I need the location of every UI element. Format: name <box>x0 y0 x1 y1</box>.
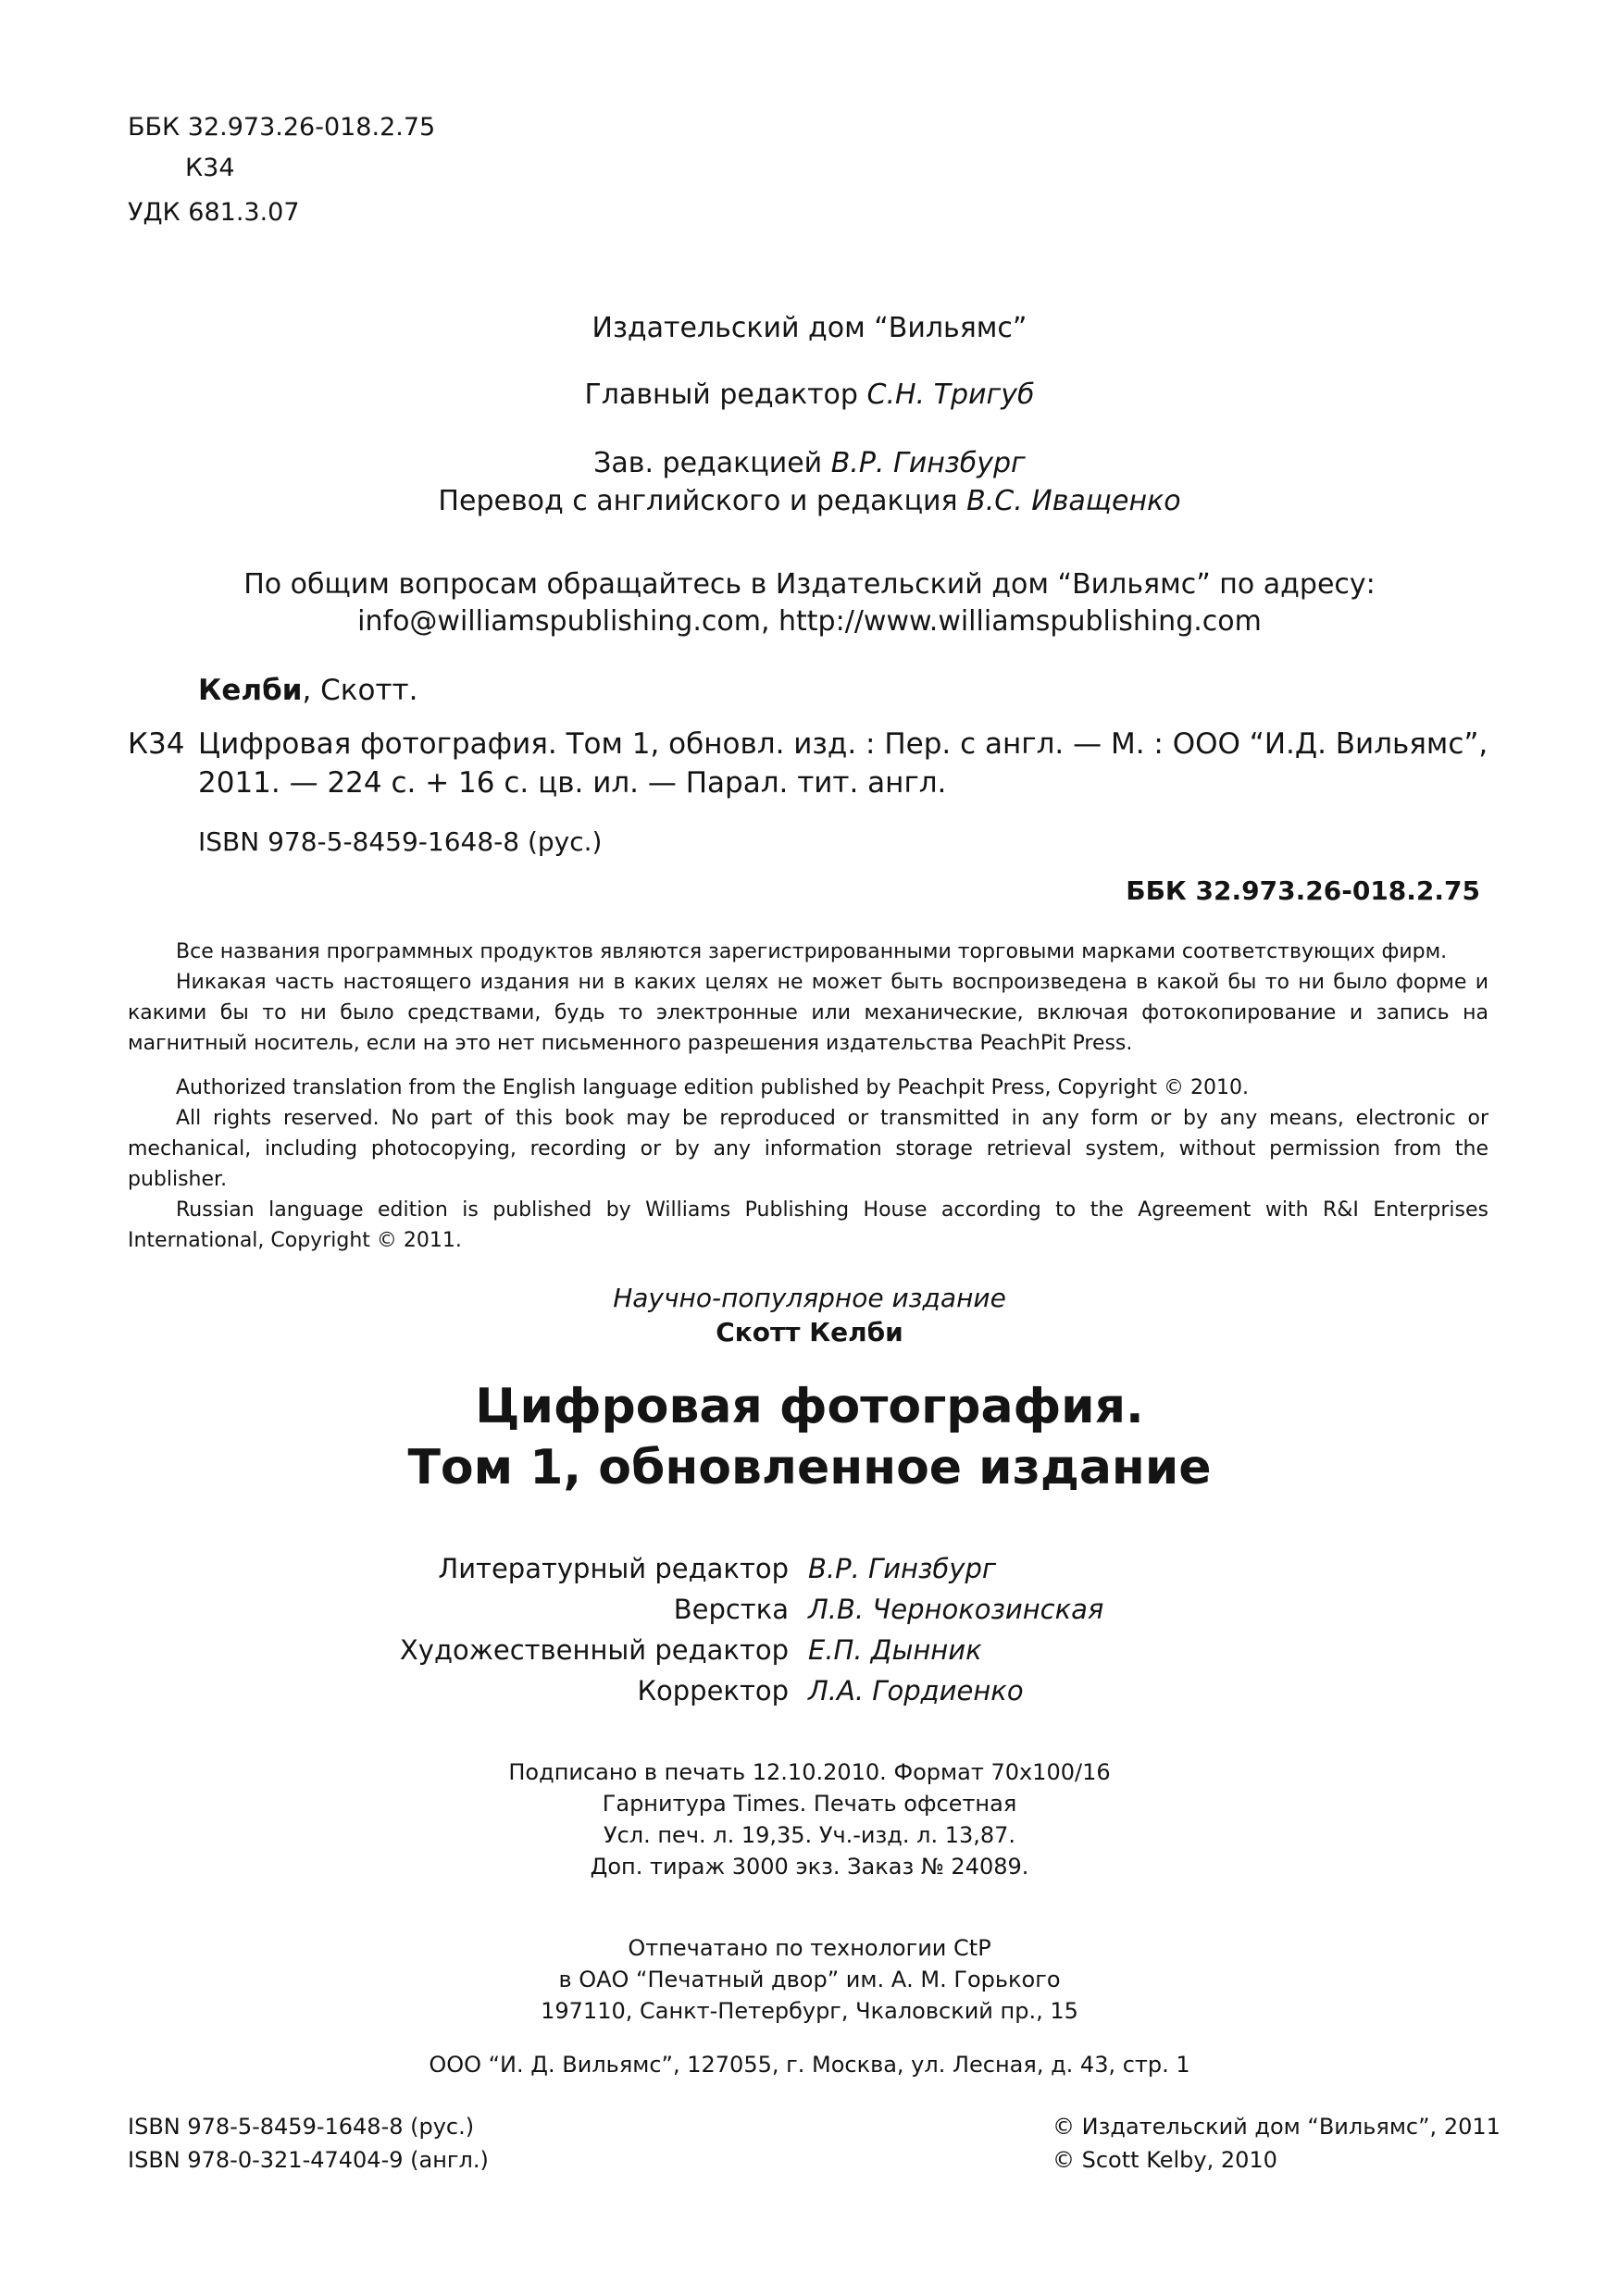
staff-role: Корректор <box>637 1675 789 1706</box>
citation-author-given: , Скотт. <box>302 674 418 707</box>
printer-name: в ОАО “Печатный двор” им. А. М. Горького <box>558 1967 1061 1992</box>
staff-row <box>0 1675 1619 1712</box>
imprint-typeface: Гарнитура Times. Печать офсетная <box>602 1791 1017 1817</box>
contact-urls: info@williamspublishing.com, http://www.williamspublishing.com <box>357 605 1262 638</box>
author-mark-top: К34 <box>185 154 235 182</box>
printer-block <box>0 1932 1619 2027</box>
book-genre: Научно-популярное издание <box>613 1283 1006 1313</box>
footer-copyright-block <box>1052 2110 1501 2177</box>
head-editor-name: В.Р. Гинзбург <box>830 447 1026 479</box>
citation-line-2: 2011. — 224 с. + 16 с. цв. ил. — Парал. тит. англ. <box>198 766 947 800</box>
staff-row <box>0 1634 1619 1671</box>
footer-isbn-block <box>128 2110 489 2177</box>
staff-name: Е.П. Дынник <box>808 1634 982 1666</box>
printer-address: 197110, Санкт-Петербург, Чкаловский пр., 15 <box>541 1998 1078 2024</box>
staff-role: Литературный редактор <box>438 1553 789 1584</box>
imprint-signed-format: Подписано в печать 12.10.2010. Формат 70x100/16 <box>508 1759 1111 1785</box>
citation-isbn: ISBN 978-5-8459-1648-8 (рус.) <box>198 826 603 857</box>
notice-en-russian-edition: Russian language edition is published by Williams Publishing House according to the Agreement with R&I Enterprises International, Copyright © 2011. <box>128 1198 1488 1252</box>
notice-en-authorized: Authorized translation from the English language edition published by Peachpit Press, Copyright © 2010. <box>176 1076 1249 1099</box>
printer-technology: Отпечатано по технологии CtP <box>628 1935 991 1961</box>
head-editor-label: Зав. редакцией <box>593 447 823 479</box>
staff-row <box>0 1553 1619 1590</box>
footer-copyright-en: © Scott Kelby, 2010 <box>1052 2147 1277 2173</box>
book-author: Скотт Келби <box>716 1317 903 1347</box>
staff-name: Л.В. Чернокозинская <box>808 1594 1104 1625</box>
translation-name: В.С. Иващенко <box>966 485 1181 517</box>
notice-ru-rights: Никакая часть настоящего издания ни в каких целях не может быть воспроизведена в какой бы то ни было форме и какими бы то ни было средствами, будь то электронные или механические, включая фотокопирование и запись на магнитный носитель, если на это нет письменного разрешения издательства PeachPit Press. <box>128 971 1488 1055</box>
udk-code: УДК 681.3.07 <box>128 198 300 227</box>
staff-role: Верстка <box>673 1594 789 1625</box>
imprint-print-run: Доп. тираж 3000 экз. Заказ № 24089. <box>590 1854 1029 1880</box>
chief-editor-label: Главный редактор <box>584 379 858 411</box>
footer-isbn-en: ISBN 978-0-321-47404-9 (англ.) <box>128 2147 489 2173</box>
citation-author-surname: Келби <box>198 674 303 707</box>
imprint-sheets: Усл. печ. л. 19,35. Уч.-изд. л. 13,87. <box>603 1822 1016 1848</box>
footer-isbn-ru: ISBN 978-5-8459-1648-8 (рус.) <box>128 2114 475 2140</box>
notice-ru-trademarks: Все названия программных продуктов являются зарегистрированными торговыми марками соответствующих фирм. <box>176 940 1448 963</box>
staff-name: Л.А. Гордиенко <box>808 1675 1024 1706</box>
citation-line-1: Цифровая фотография. Том 1, обновл. изд. : Пер. с англ. — М. : ООО “И.Д. Вильямс”, <box>198 727 1488 761</box>
chief-editor-name: С.Н. Тригуб <box>866 379 1035 411</box>
notice-en-rights: All rights reserved. No part of this book may be reproduced or transmitted in any form or by any means, electronic or mechanical, including photocopying, recording or by any information storage retrieval system, without permission from the publisher. <box>128 1107 1488 1191</box>
imprint-block <box>0 1756 1619 1882</box>
translation-label: Перевод с английского и редакция <box>438 485 958 517</box>
publisher-name: Издательский дом “Вильямс” <box>592 312 1027 344</box>
book-title-line-2: Том 1, обновленное издание <box>407 1440 1212 1496</box>
staff-name: В.Р. Гинзбург <box>808 1553 997 1584</box>
staff-credits <box>0 1553 1619 1719</box>
footer-copyright-ru: © Издательский дом “Вильямс”, 2011 <box>1052 2114 1501 2140</box>
staff-role: Художественный редактор <box>399 1634 789 1666</box>
citation-author <box>198 674 417 707</box>
notice-english <box>128 1073 1488 1256</box>
staff-row <box>0 1594 1619 1631</box>
notice-russian <box>128 937 1488 1059</box>
head-editor-line <box>0 447 1619 479</box>
contact-line: По общим вопросам обращайтесь в Издательский дом “Вильямс” по адресу: <box>243 568 1376 601</box>
book-title-line-1: Цифровая фотография. <box>475 1379 1144 1434</box>
citation-bbk: ББК 32.973.26-018.2.75 <box>1126 875 1480 906</box>
translation-line <box>0 485 1619 517</box>
citation-mark: К34 <box>128 727 185 761</box>
publisher-address: ООО “И. Д. Вильямс”, 127055, г. Москва, ул. Лесная, д. 43, стр. 1 <box>429 2052 1190 2078</box>
chief-editor-line <box>0 379 1619 411</box>
bbk-code-top: ББК 32.973.26-018.2.75 <box>128 113 436 142</box>
